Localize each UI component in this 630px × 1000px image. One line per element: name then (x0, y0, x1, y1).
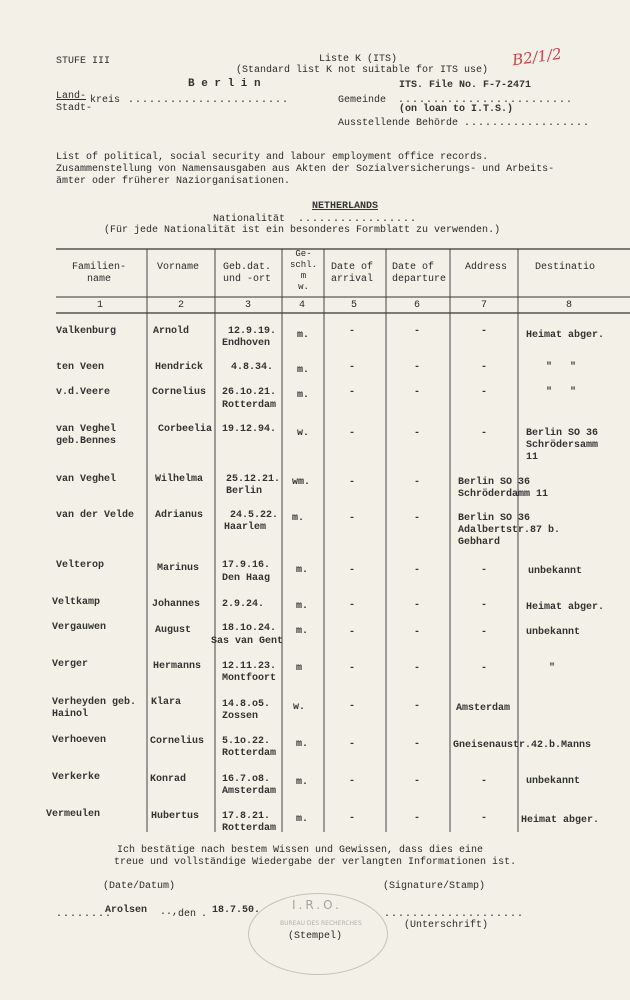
address: - (481, 600, 488, 611)
date-value: 18.7.50. (212, 905, 261, 916)
place-value: Arolsen (105, 905, 148, 916)
family-name: Vergauwen (52, 622, 107, 633)
nationality-value: NETHERLANDS (312, 201, 379, 212)
family-name: Verger (52, 659, 89, 670)
birth-place: Amsterdam (222, 786, 277, 797)
birth-place: Rotterdam (222, 748, 277, 759)
departure: - (414, 813, 421, 824)
arrival: - (349, 701, 356, 712)
arrival: - (349, 513, 356, 524)
destination: unbekannt (526, 627, 581, 638)
col-num-7: 7 (481, 300, 488, 311)
sex: m. (296, 565, 309, 576)
address: - (481, 428, 488, 439)
address-line2: Adalbertstr.87 b. (458, 525, 561, 536)
address-line3: Gebhard (458, 537, 501, 548)
address-line2: Schröderdamm 11 (458, 489, 549, 500)
gemeinde-label: Gemeinde (338, 95, 387, 106)
arrival: - (349, 813, 356, 824)
first-name: Adrianus (155, 510, 204, 521)
col-header-7: Address (465, 262, 508, 273)
sex: m. (297, 365, 310, 376)
first-name: Konrad (150, 774, 187, 785)
stamp-org: I.R.O. (292, 898, 342, 912)
sex: m. (297, 390, 310, 401)
sex: m. (296, 814, 309, 825)
col-num-5: 5 (351, 300, 358, 311)
gemeinde-dots: ......................... (398, 95, 574, 106)
departure: - (414, 362, 421, 373)
sex: m. (296, 626, 309, 637)
birth-date: 14.8.o5. (222, 699, 271, 710)
place-comma: .., (160, 907, 179, 918)
sex: w. (297, 428, 310, 439)
arrival: - (349, 387, 356, 398)
arrival: - (349, 362, 356, 373)
sex: m (296, 663, 303, 674)
arrival: - (349, 326, 356, 337)
family-name: van Veghel (56, 474, 117, 485)
first-name: Hermanns (153, 661, 202, 672)
stadt-label: Stadt- (56, 103, 93, 114)
family-name: Veltkamp (52, 597, 101, 608)
birth-date: 26.1o.21. (222, 387, 277, 398)
destination: Heimat abger. (521, 815, 600, 826)
intro-line-1: List of political, social security and labour employment office records. (56, 152, 489, 163)
handwritten-code: B2/1/2 (510, 44, 563, 70)
col-num-8: 8 (566, 300, 573, 311)
signature-label: (Signature/Stamp) (383, 881, 486, 892)
sex: m. (292, 513, 305, 524)
destination: Heimat abger. (526, 330, 605, 341)
departure: - (414, 477, 421, 488)
arrival: - (349, 428, 356, 439)
destination: " " (546, 387, 577, 398)
birth-place: Rotterdam (222, 400, 277, 411)
first-name: Corbeelia (158, 424, 213, 435)
intro-line-3: ämter oder früherer Naziorganisationen. (56, 176, 291, 187)
departure: - (414, 663, 421, 674)
nationality-label: Nationalität (213, 214, 286, 225)
departure: - (414, 326, 421, 337)
birth-date: 12.11.23. (222, 661, 277, 672)
arrival: - (349, 600, 356, 611)
address: - (481, 565, 488, 576)
family-name: Verhoeven (52, 735, 107, 746)
den-label: den (178, 909, 197, 920)
its-file-number: ITS. File No. F-7-2471 (399, 80, 532, 91)
place-dots: ........ (56, 909, 113, 920)
birth-place: Berlin (226, 486, 263, 497)
signature-dots: .................... (384, 909, 525, 920)
intro-line-2: Zusammenstellung von Namensausgaben aus Akten der Sozialversicherungs- und Arbeits- (56, 164, 555, 175)
arrival: - (349, 663, 356, 674)
stempel-label: (Stempel) (288, 931, 343, 942)
departure: - (414, 387, 421, 398)
arrival: - (349, 739, 356, 750)
col-num-3: 3 (245, 300, 252, 311)
departure: - (414, 701, 421, 712)
col-header-8: Destinatio (535, 262, 596, 273)
family-name: Verkerke (52, 772, 101, 783)
destination: " " (546, 362, 577, 373)
destination-line3: 11 (526, 452, 539, 463)
birth-date: 24.5.22. (230, 510, 279, 521)
family-name: Verheyden geb. (52, 697, 137, 708)
birth-date: 5.1o.22. (222, 736, 271, 747)
col-header-4: Ge- schl. m w. (290, 249, 318, 292)
destination: unbekannt (526, 776, 581, 787)
family-name: Vermeulen (46, 809, 101, 820)
sex: m. (296, 777, 309, 788)
sex: m. (297, 330, 310, 341)
birth-date: 16.7.o8. (222, 774, 271, 785)
departure: - (414, 600, 421, 611)
birth-date: 4.8.34. (231, 362, 274, 373)
nationality-note: (Für jede Nationalität ist ein besonderes Formblatt zu verwenden.) (104, 225, 501, 236)
col-num-1: 1 (97, 300, 104, 311)
birth-date: 17.8.21. (222, 811, 271, 822)
confirmation-line-1: Ich bestätige nach bestem Wissen und Gewissen, dass dies eine (117, 845, 484, 856)
sex: m. (296, 601, 309, 612)
ausstellende-dots: .................. (464, 118, 591, 129)
first-name: August (155, 625, 192, 636)
first-name: Hubertus (151, 811, 200, 822)
date-dots: . (201, 909, 209, 920)
family-name: ten Veen (56, 362, 105, 373)
nationality-dots: ................. (298, 214, 418, 225)
birth-place: Sas van Gent (211, 636, 284, 647)
unterschrift-label: (Unterschrift) (404, 920, 489, 931)
birth-date: 25.12.21. (226, 474, 281, 485)
arrival: - (349, 565, 356, 576)
family-name: van der Velde (56, 510, 135, 521)
birth-date: 19.12.94. (222, 424, 277, 435)
first-name: Wilhelma (155, 474, 204, 485)
birth-place: Rotterdam (222, 823, 277, 834)
destination: Berlin SO 36 (526, 428, 599, 439)
ausstellende-label: Ausstellende Behörde (338, 118, 459, 129)
first-name: Johannes (152, 599, 201, 610)
birth-place: Den Haag (222, 573, 271, 584)
first-name: Cornelius (150, 736, 205, 747)
stufe-label: STUFE III (56, 56, 111, 67)
first-name: Klara (151, 697, 182, 708)
address: - (481, 813, 488, 824)
city-name: B e r l i n (188, 78, 261, 90)
address: - (481, 326, 488, 337)
col-num-4: 4 (299, 300, 306, 311)
sex: wm. (292, 477, 311, 488)
address: Amsterdam (456, 703, 511, 714)
departure: - (414, 513, 421, 524)
birth-place: Montfoort (222, 673, 277, 684)
kreis-dots: ....................... (128, 95, 290, 106)
col-header-3: Geb.dat. und -ort (223, 262, 272, 285)
family-name: Valkenburg (56, 326, 117, 337)
departure: - (414, 739, 421, 750)
address: - (481, 362, 488, 373)
col-header-2: Vorname (157, 262, 200, 273)
arrival: - (349, 776, 356, 787)
destination: Heimat abger. (526, 602, 605, 613)
first-name: Arnold (153, 326, 190, 337)
sex: w. (293, 702, 306, 713)
liste-title: Liste K (ITS) (319, 54, 398, 65)
birth-date: 17.9.16. (222, 560, 271, 571)
birth-date: 2.9.24. (222, 599, 265, 610)
birth-date: 18.1o.24. (222, 623, 277, 634)
col-header-5: Date of arrival (331, 262, 374, 285)
col-num-2: 2 (178, 300, 185, 311)
liste-subtitle: (Standard list K not suitable for ITS use) (236, 65, 489, 76)
first-name: Marinus (157, 563, 200, 574)
birth-date: 12.9.19. (228, 326, 277, 337)
first-name: Cornelius (152, 387, 207, 398)
first-name: Hendrick (155, 362, 204, 373)
departure: - (414, 627, 421, 638)
address: - (481, 776, 488, 787)
birth-place: Zossen (222, 711, 259, 722)
birth-place: Haarlem (224, 522, 267, 533)
address: - (481, 627, 488, 638)
sex: m. (296, 739, 309, 750)
destination: unbekannt (528, 566, 583, 577)
date-label: (Date/Datum) (103, 881, 176, 892)
arrival: - (349, 627, 356, 638)
col-header-6: Date of departure (392, 262, 447, 285)
destination: " (549, 663, 556, 674)
family-name: Velterop (56, 560, 105, 571)
col-header-1: Familien- name (72, 262, 127, 285)
kreis-label: kreis (90, 95, 121, 106)
address: - (481, 387, 488, 398)
land-label: Land- (56, 91, 87, 102)
arrival: - (349, 477, 356, 488)
on-loan-note: (on loan to I.T.S.) (399, 104, 514, 115)
confirmation-line-2: treue und vollständige Wiedergabe der verlangten Informationen ist. (114, 857, 517, 868)
departure: - (414, 565, 421, 576)
stamp-subtext: BUREAU DES RECHERCHES (280, 920, 362, 927)
address: Berlin SO 36 (458, 513, 531, 524)
address: Berlin SO 36 (458, 477, 531, 488)
destination-line2: Schrödersamm (526, 440, 599, 451)
family-name-line2: Hainol (52, 709, 89, 720)
address: - (481, 663, 488, 674)
departure: - (414, 428, 421, 439)
departure: - (414, 776, 421, 787)
birth-place: Endhoven (222, 338, 271, 349)
address: Gneisenaustr.42.b.Manns (453, 740, 592, 751)
family-name: v.d.Veere (56, 387, 111, 398)
family-name-line2: geb.Bennes (56, 436, 117, 447)
col-num-6: 6 (414, 300, 421, 311)
family-name: van Veghel (56, 424, 117, 435)
